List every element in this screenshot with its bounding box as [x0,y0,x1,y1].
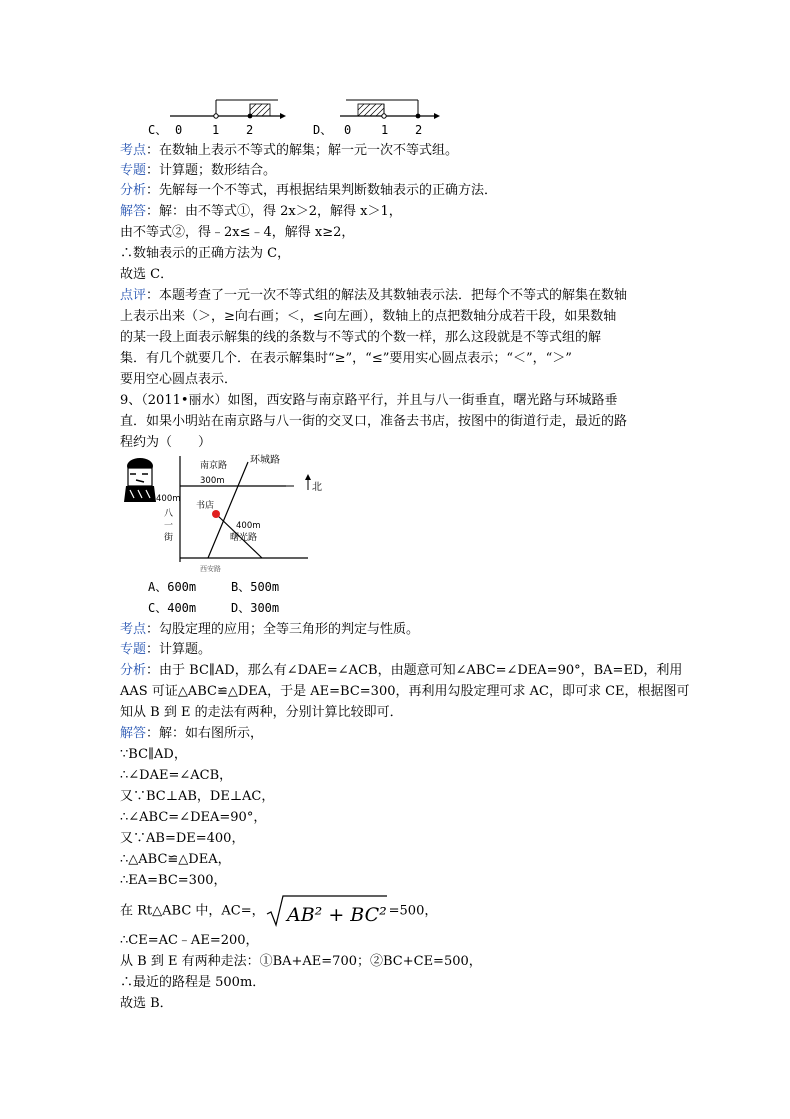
numberline-d-label: D、 [313,123,333,137]
numberline-d [340,100,440,119]
numberline-d-tick-2: 2 [415,123,423,137]
fenxi-text-2a: ：由于 BC∥AD，那么有∠DAE=∠ACB，由题意可知∠ABC=∠DEA=90°，BA=ED，利用 [146,663,683,678]
numberline-d-tick-0: 0 [344,123,352,137]
fenxi-line-2 [120,662,682,680]
fenxi-tag-2: 分析 [120,663,147,678]
kaodian-tag-2: 考点 [120,622,147,637]
sol2-step-2: ∴∠DAE=∠ACB， [120,768,233,783]
dianping-text-2: 上表示出来（＞，≥向右画；＜，≤向左画），数轴上的点把数轴分成若干段，如果数轴 [120,309,617,324]
dianping-text-3: 的某一段上面表示解集的线的条数与不等式的个数一样，那么这段就是不等式组的解 [120,330,602,345]
bookstore-marker [212,510,220,518]
sol2-step-8 [120,893,437,929]
q9-option-c: C、400m [148,601,197,615]
numberline-c-tick-0: 0 [175,123,183,137]
dianping-line-1 [120,287,627,305]
dianping-text-1: ：本题考查了一元一次不等式组的解法及其数轴表示法．把每个不等式的解集在数轴 [146,288,628,303]
numberline-d-tick-1: 1 [381,123,389,137]
numberline-c-tick-2: 2 [246,123,254,137]
sol1-step-2: 由不等式②，得﹣2x≤﹣4，解得 x≥2， [120,225,355,240]
map-label-400m-b: 400m [236,521,261,531]
q9-option-b: B、500m [231,580,280,594]
numberline-c-tick-1: 1 [212,123,220,137]
q9-line-1: 9、（2011•丽水）如图，西安路与南京路平行，并且与八一街垂直，曙光路与环城路垂 [120,393,618,408]
sqrt-radicand: AB² + BC² [286,903,387,926]
sol2-step-7: ∴EA=BC=300， [120,873,227,888]
map-label-bayi-1: 八 [164,509,174,519]
fenxi-text-2b: AAS 可证△ABC≌△DEA，于是 AE=BC=300，再利用勾股定理可求 AC，即可求 CE，根据图可 [120,684,690,699]
kaodian-text-2: ：勾股定理的应用；全等三角形的判定与性质。 [146,622,420,637]
jieda-text-2: ：解：如右图所示， [146,726,264,741]
zhuanti-text-2: ：计算题。 [146,642,212,657]
q9-line-2: 直．如果小明站在南京路与八一街的交叉口，准备去书店，按图中的街道行走，最近的路 [120,414,628,429]
sol2-step-1: ∵BC∥AD， [120,747,187,762]
sol1-step-4: 故选 C． [120,267,174,282]
fenxi-tag: 分析 [120,183,147,198]
sqrt-sign-icon [265,894,389,928]
zhuanti-line-2 [120,641,211,659]
sol2-step-9: ∴CE=AC﹣AE=200， [120,933,259,948]
sol2-step-3: 又∵BC⊥AB，DE⊥AC， [120,789,275,804]
sol2-step-8-post: =500， [388,903,438,919]
sol2-step-11: ∴最近的路程是 500m． [120,975,266,990]
jieda-text: ：解：由不等式①，得 2x＞2，解得 x＞1， [146,204,402,219]
zhuanti-text: ：计算题；数形结合。 [146,163,277,178]
zhuanti-line-1 [120,162,276,180]
map-label-north: 北 [312,482,322,493]
map-label-bayi-2: 一 [164,521,174,531]
numberline-c [170,100,286,119]
numberline-figures [140,94,440,138]
sol2-step-8-pre: 在 Rt△ABC 中，AC=， [120,903,265,919]
zhuanti-tag: 专题 [120,163,147,178]
fenxi-text-2c: 知从 B 到 E 的走法有两种，分别计算比较即可． [120,705,403,720]
map-label-nanjing: 南京路 [200,461,228,471]
sqrt-expression [265,893,389,929]
q9-option-a: A、600m [148,580,197,594]
map-label-huancheng: 环城路 [250,455,280,466]
dianping-text-5: 要用空心圆点表示． [120,372,238,387]
map-label-xian: 西安路 [200,565,221,573]
sol2-step-12: 故选 B． [120,996,173,1011]
map-label-300m: 300m [200,476,225,486]
zhuanti-tag-2: 专题 [120,642,147,657]
sol2-step-4: ∴∠ABC=∠DEA=90°， [120,810,267,825]
jieda-line-1 [120,203,402,221]
kaodian-tag: 考点 [120,143,147,158]
fenxi-text: ：先解每一个不等式，再根据结果判断数轴表示的正确方法． [146,183,498,198]
street-map-figure [120,452,340,574]
sol2-step-5: 又∵AB=DE=400， [120,831,245,846]
jieda-tag: 解答 [120,204,147,219]
map-label-bayi-3: 街 [164,533,174,543]
dianping-tag: 点评 [120,288,147,303]
sol2-step-6: ∴△ABC≌△DEA， [120,852,231,867]
fenxi-line-1 [120,182,497,200]
sol1-step-3: ∴数轴表示的正确方法为 C， [120,246,291,261]
kaodian-line-1 [120,142,458,160]
numberline-c-label: C、 [148,123,168,137]
jieda-line-2 [120,725,263,743]
sol2-step-10: 从 B 到 E 有两种走法：①BA+AE=700；②BC+CE=500， [120,954,482,969]
q9-line-3: 程约为（ ） [120,435,212,450]
jieda-tag-2: 解答 [120,726,147,741]
map-label-400m-a: 400m [156,494,181,504]
q9-option-d: D、300m [231,601,280,615]
kaodian-text: ：在数轴上表示不等式的解集；解一元一次不等式组。 [146,143,459,158]
kaodian-line-2 [120,621,419,639]
map-label-bookstore: 书店 [196,501,215,511]
dianping-text-4: 集．有几个就要几个．在表示解集时“≥”，“≤”要用实心圆点表示；“＜”，“＞” [120,351,572,366]
boy-figure [124,458,156,502]
map-label-shuguang: 曙光路 [230,533,258,543]
